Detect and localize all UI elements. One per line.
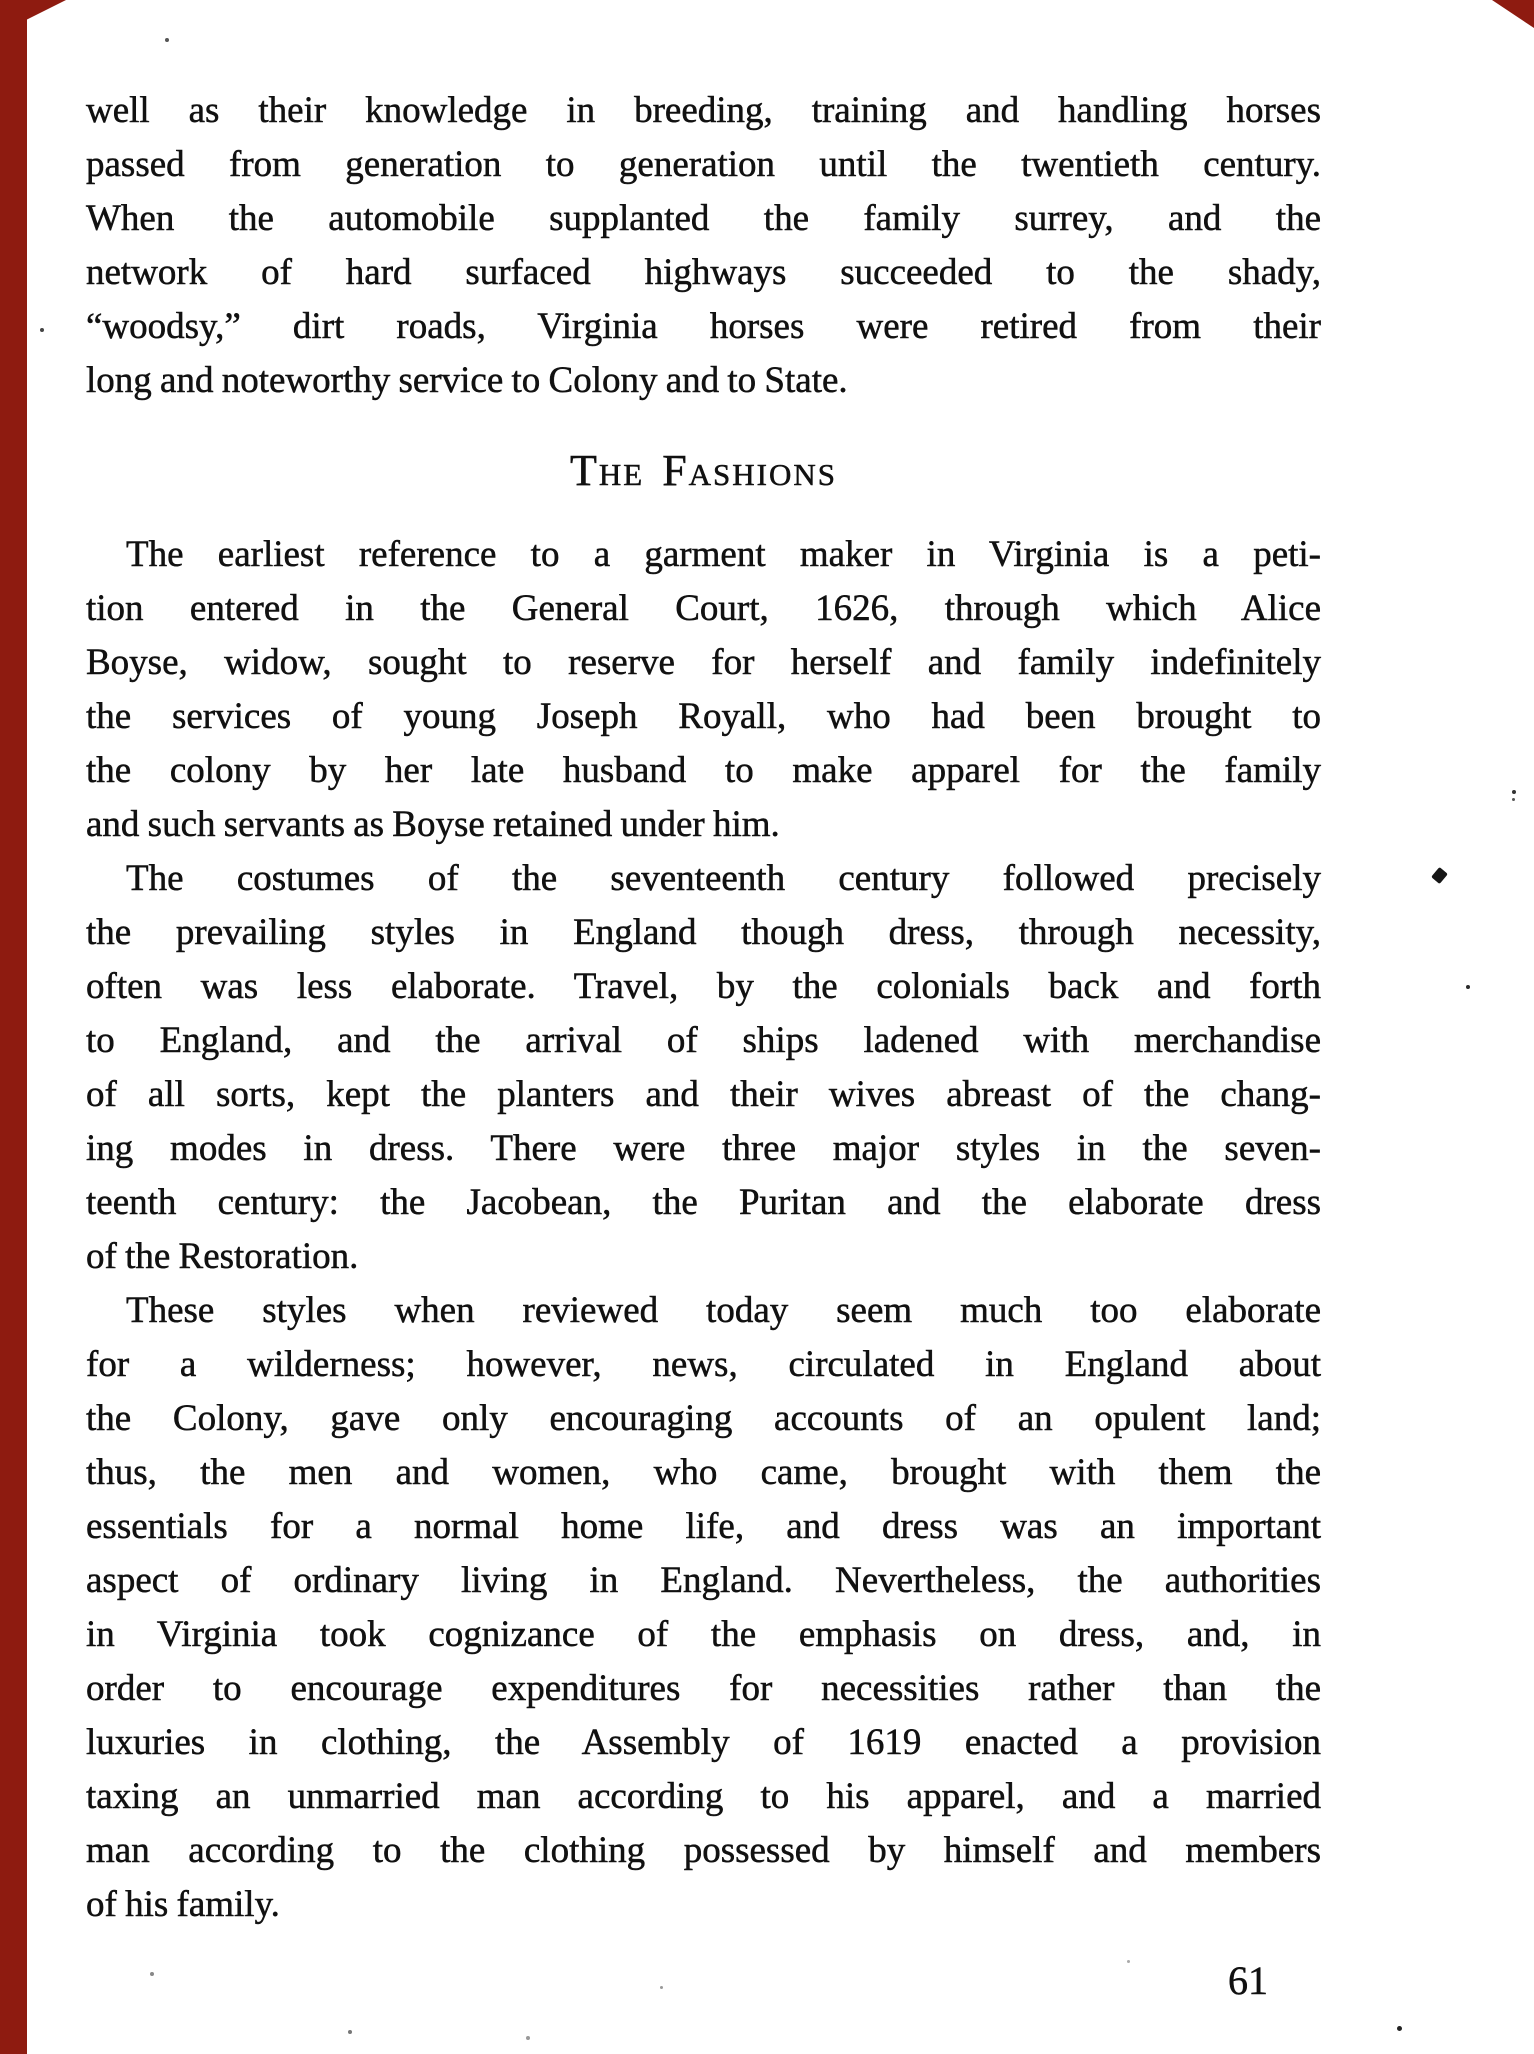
- text-line: of his family.: [86, 1884, 280, 1925]
- text-line: in Virginia took cognizance of the emphasis on dress, and, in: [86, 1614, 1321, 1655]
- text-column: [86, 84, 1321, 1932]
- paragraph: [86, 1284, 1321, 1932]
- section-heading: [86, 444, 1321, 498]
- text-line: and such servants as Boyse retained under him.: [86, 804, 780, 845]
- text-line: thus, the men and women, who came, brought with them the: [86, 1452, 1321, 1493]
- heading-smallcaps: ashions: [688, 446, 838, 495]
- text-line: often was less elaborate. Travel, by the colonials back and forth: [86, 966, 1321, 1007]
- text-line: man according to the clothing possessed by himself and members: [86, 1830, 1321, 1871]
- text-line: teenth century: the Jacobean, the Puritan and the elaborate dress: [86, 1182, 1321, 1223]
- heading-initial: F: [662, 446, 689, 495]
- red-corner-top-right: [1492, 0, 1534, 28]
- scan-speck: [660, 1986, 663, 1989]
- heading-initial: T: [569, 446, 599, 495]
- intro-paragraph: [86, 84, 1321, 408]
- text-line: Boyse, widow, sought to reserve for herself and family indefinitely: [86, 642, 1321, 683]
- text-line: taxing an unmarried man according to his apparel, and a married: [86, 1776, 1321, 1817]
- text-line: When the automobile supplanted the family surrey, and the: [86, 198, 1321, 239]
- text-line: The earliest reference to a garment maker in Virginia is a peti-: [126, 534, 1321, 575]
- scan-speck: [1512, 790, 1516, 794]
- scan-speck: [348, 2030, 352, 2034]
- scan-speck: [165, 38, 169, 42]
- scan-speck: [1127, 1960, 1130, 1963]
- text-line: the prevailing styles in England though dress, through necessity,: [86, 912, 1321, 953]
- heading-smallcaps: he: [598, 446, 645, 495]
- text-line: of all sorts, kept the planters and their wives abreast of the chang-: [86, 1074, 1321, 1115]
- paragraph: [86, 852, 1321, 1284]
- text-line: the Colony, gave only encouraging accounts of an opulent land;: [86, 1398, 1321, 1439]
- text-line: network of hard surfaced highways succeeded to the shady,: [86, 252, 1321, 293]
- scan-speck: [1431, 867, 1448, 884]
- page-edge-red-bar: [0, 0, 27, 2054]
- red-wedge-top-left: [26, 0, 66, 20]
- text-line: the colony by her late husband to make apparel for the family: [86, 750, 1321, 791]
- text-line: passed from generation to generation until the twentieth century.: [86, 144, 1321, 185]
- text-line: well as their knowledge in breeding, training and handling horses: [86, 90, 1321, 131]
- scan-speck: [526, 2036, 530, 2040]
- text-line: the services of young Joseph Royall, who had been brought to: [86, 696, 1321, 737]
- text-line: “woodsy,” dirt roads, Virginia horses were retired from their: [86, 306, 1321, 347]
- section-paragraphs: [86, 528, 1321, 1932]
- text-line: luxuries in clothing, the Assembly of 1619 enacted a provision: [86, 1722, 1321, 1763]
- text-line: to England, and the arrival of ships ladened with merchandise: [86, 1020, 1321, 1061]
- page-number: 61: [1228, 1958, 1268, 2003]
- text-line: of the Restoration.: [86, 1236, 359, 1277]
- text-line: essentials for a normal home life, and dress was an important: [86, 1506, 1321, 1547]
- text-line: The costumes of the seventeenth century followed precisely: [126, 858, 1321, 899]
- text-line: ing modes in dress. There were three major styles in the seven-: [86, 1128, 1321, 1169]
- text-line: for a wilderness; however, news, circulated in England about: [86, 1344, 1321, 1385]
- scan-speck: [1512, 798, 1515, 801]
- text-line: aspect of ordinary living in England. Nevertheless, the authorities: [86, 1560, 1321, 1601]
- text-line: order to encourage expenditures for necessities rather than the: [86, 1668, 1321, 1709]
- scan-speck: [1397, 2026, 1402, 2031]
- paragraph: [86, 528, 1321, 852]
- text-line: long and noteworthy service to Colony and to State.: [86, 360, 848, 401]
- text-line: These styles when reviewed today seem much too elaborate: [126, 1290, 1321, 1331]
- scan-speck: [1466, 985, 1470, 989]
- scan-speck: [40, 328, 44, 332]
- text-line: tion entered in the General Court, 1626, through which Alice: [86, 588, 1321, 629]
- scan-speck: [150, 1972, 154, 1976]
